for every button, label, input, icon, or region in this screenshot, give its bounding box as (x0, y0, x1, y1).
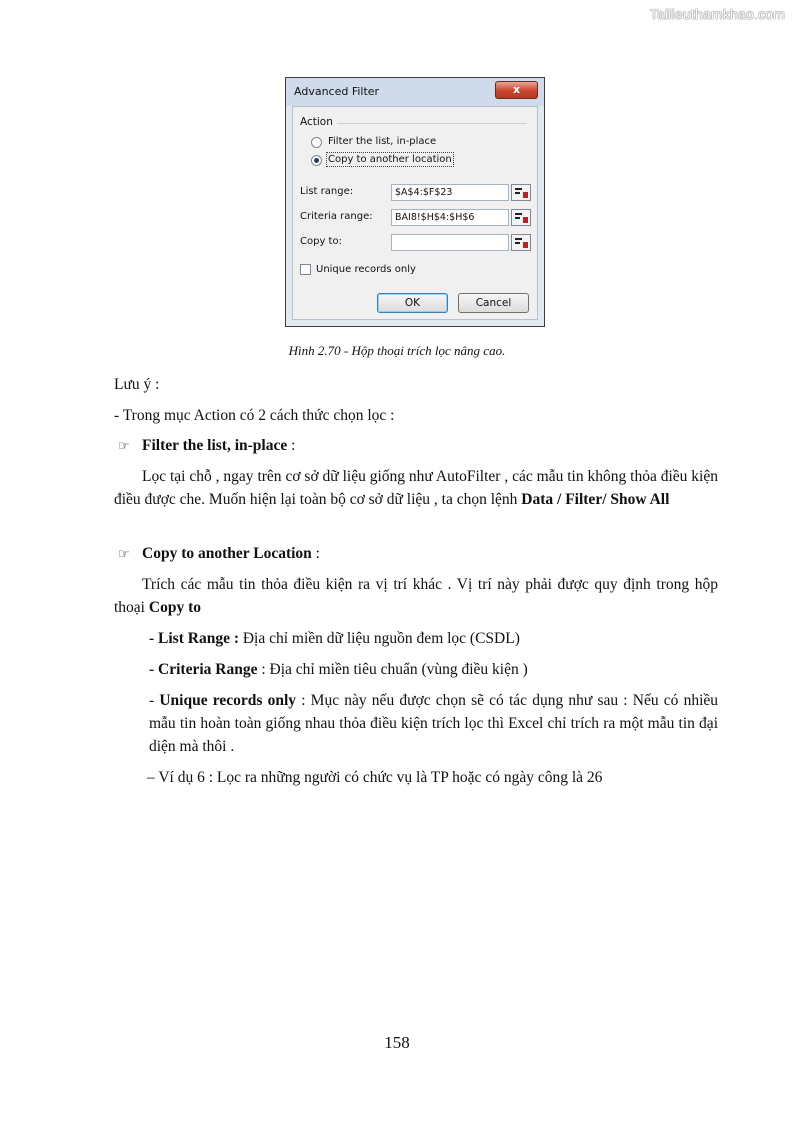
unique-records-label[interactable]: Unique records only (316, 264, 416, 275)
unique-item-label: Unique records only (159, 692, 297, 709)
ok-button[interactable]: OK (377, 293, 448, 313)
intro-line: - Trong mục Action có 2 cách thức chọn lọc : (114, 407, 395, 424)
close-icon[interactable]: x (495, 81, 538, 99)
filter-body-text: Lọc tại chỗ , ngay trên cơ sở dữ liệu giống như AutoFilter , các mẫu tin không thỏa điều kiện điều được che. Muốn hiện lại toàn bộ cơ sở dữ liệu , ta chọn lệnh (114, 468, 718, 508)
watermark: Tailieuthamkhao.com (649, 6, 785, 22)
filter-heading (118, 434, 295, 458)
copy-heading (118, 542, 320, 566)
note-heading: Lưu ý : (114, 376, 160, 393)
copy-body-text: Trích các mẫu tin thỏa điều kiện ra vị trí khác . Vị trí này phải được quy định trong hộp thoại (114, 576, 718, 616)
copy-body (114, 573, 718, 619)
page-number: 158 (384, 1033, 410, 1052)
unique-records-checkbox[interactable] (300, 264, 311, 275)
radio-filter-in-place[interactable] (311, 137, 322, 148)
figure-caption: Hình 2.70 - Hộp thoại trích lọc nâng cao. (288, 343, 506, 358)
advanced-filter-dialog (285, 77, 545, 327)
radio-copy-to-location[interactable] (311, 155, 322, 166)
group-divider (337, 123, 527, 124)
unique-item (149, 689, 718, 758)
filter-heading-text: Filter the list, in-place (142, 437, 288, 454)
copy-to-input[interactable] (391, 234, 509, 251)
pointing-hand-icon: ☞ (118, 439, 130, 454)
dialog-body (292, 106, 538, 320)
action-group-label: Action (300, 116, 333, 128)
unique-item-text: : Mục này nếu được chọn sẽ có tác dụng như sau : Nếu có nhiều mẫu tin hoàn toàn giống nhau thỏa điều kiện trích lọc thì Excel chỉ trích ra một mẫu tin đại diện mà thôi . (149, 692, 719, 755)
list-range-item-label: - List Range : (149, 630, 239, 647)
collapse-dialog-icon[interactable] (511, 234, 531, 251)
unique-item-prefix: - (149, 692, 160, 709)
dialog-title-bar (286, 78, 544, 106)
filter-heading-suffix: : (287, 437, 296, 454)
criteria-item-label: - Criteria Range (149, 661, 258, 678)
pointing-hand-icon: ☞ (118, 547, 130, 562)
example-line: – Ví dụ 6 : Lọc ra những người có chức vụ là TP hoặc có ngày công là 26 (147, 769, 603, 786)
cancel-button[interactable]: Cancel (458, 293, 529, 313)
collapse-dialog-icon[interactable] (511, 209, 531, 226)
collapse-dialog-icon[interactable] (511, 184, 531, 201)
copy-heading-text: Copy to another Location (142, 545, 312, 562)
option-filter-in-place-label[interactable]: Filter the list, in-place (328, 136, 437, 147)
copy-body-command: Copy to (148, 599, 201, 616)
filter-body-command: Data / Filter/ Show All (521, 491, 670, 508)
criteria-item (149, 658, 528, 681)
list-range-item (149, 627, 520, 650)
criteria-range-input[interactable]: BAI8!$H$4:$H$6 (391, 209, 509, 226)
list-range-label: List range: (300, 186, 354, 197)
list-range-input[interactable]: $A$4:$F$23 (391, 184, 509, 201)
list-range-item-text: Địa chỉ miền dữ liệu nguồn đem lọc (CSDL) (238, 630, 520, 647)
copy-to-label: Copy to: (300, 236, 342, 247)
option-copy-to-location-label[interactable]: Copy to another location (328, 154, 452, 165)
copy-heading-suffix: : (311, 545, 320, 562)
criteria-range-label: Criteria range: (300, 211, 373, 222)
criteria-item-text: : Địa chỉ miền tiêu chuẩn (vùng điều kiện ) (257, 661, 528, 678)
filter-body (114, 465, 718, 511)
dialog-title: Advanced Filter (294, 85, 380, 98)
